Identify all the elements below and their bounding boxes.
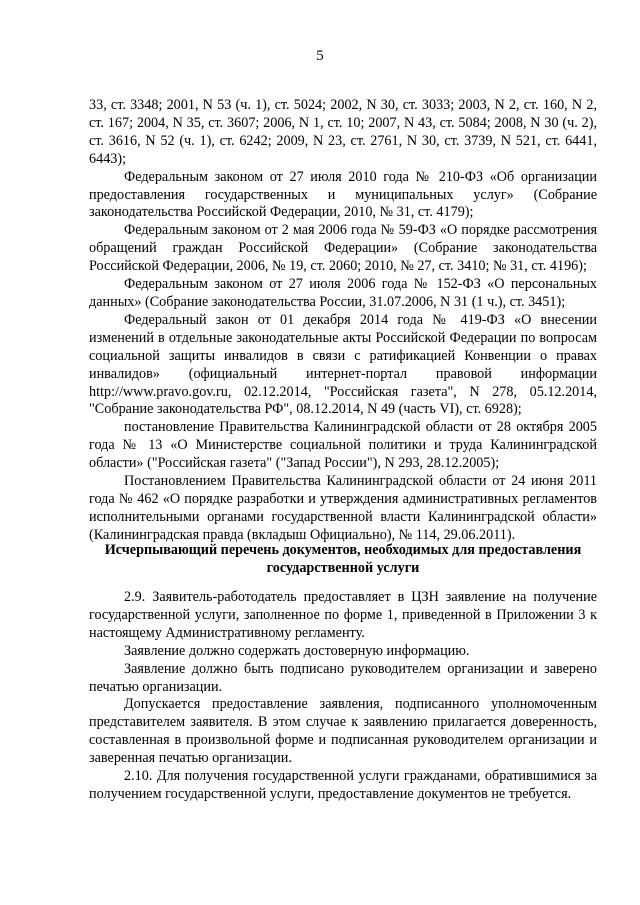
paragraph-reliable-info: Заявление должно содержать достоверную информацию. xyxy=(124,642,470,659)
paragraph-law-210: Федеральным законом от 27 июля 2010 года № 210-ФЗ «Об организации предоставления государственных и муниципальных услуг» (Собрание законодательства Российской Федерации, 2010, № 31, ст. 4179); xyxy=(89,168,597,221)
documents-list xyxy=(89,589,597,804)
section-heading-block xyxy=(89,542,597,578)
legal-basis-list xyxy=(89,97,597,545)
page-number: 5 xyxy=(316,48,324,64)
paragraph-law-419: Федеральный закон от 01 декабря 2014 года № 419-ФЗ «О внесении изменений в отдельные законодательные акты Российской Федерации по вопросам социальной защиты инвалидов в связи с ратификацией Конвенции о правах инвалидов» (официальный интернет-портал правовой информации http://www.pravo.gov.ru, 02.12.2014, "Российская газета", N 278, 05.12.2014, "Собрание законодательства РФ", 08.12.2014, N 49 (часть VI), ст. 6928); xyxy=(89,311,597,418)
paragraph-2-9: 2.9. Заявитель-работодатель предоставляет в ЦЗН заявление на получение государственной услуги, заполненное по форме 1, приведенной в Приложении 3 к настоящему Административному регламенту. xyxy=(89,589,597,641)
paragraph-resolution-462: Постановлением Правительства Калининградской области от 24 июня 2011 года № 462 «О порядке разработки и утверждения административных регламентов исполнительными органами государственной власти Калининградской области» (Калининградская правда (вкладыш Официально), № 114, 29.06.2011). xyxy=(89,473,597,543)
paragraph-2-10: 2.10. Для получения государственной услуги гражданами, обратившимися за получением государственной услуги, предоставление документов не требуется. xyxy=(89,768,597,802)
section-heading: Исчерпывающий перечень документов, необходимых для предоставления государственной услуги xyxy=(104,542,582,576)
paragraph-law-152: Федеральным законом от 27 июля 2006 года № 152-ФЗ «О персональных данных» (Собрание законодательства России, 31.07.2006, N 31 (1 ч.), ст. 3451); xyxy=(89,276,597,310)
paragraph-continuation: 33, ст. 3348; 2001, N 53 (ч. 1), ст. 5024; 2002, N 30, ст. 3033; 2003, N 2, ст. 160, N 2, ст. 167; 2004, N 35, ст. 3607; 2006, N 1, ст. 10; 2007, N 43, ст. 5084; 2008, N 30 (ч. 2), ст. 3616, N 52 (ч. 1), ст. 6242; 2009, N 23, ст. 2761, N 30, ст. 3739, N 521, ст. 6441, 6443); xyxy=(89,97,597,167)
paragraph-law-59: Федеральным законом от 2 мая 2006 года № 59-ФЗ «О порядке рассмотрения обращений граждан Российской Федерации» (Собрание законодательства Российской Федерации, 2006, № 19, ст. 2060; 2010, № 27, ст. 3410; № 31, ст. 4196); xyxy=(89,222,597,275)
paragraph-representative: Допускается предоставление заявления, подписанного уполномоченным представителем заявителя. В этом случае к заявлению прилагается доверенность, составленная в произвольной форме и подписанная руководителем организации и заверенная печатью организации. xyxy=(89,696,597,767)
paragraph-signature: Заявление должно быть подписано руководителем организации и заверено печатью организации. xyxy=(89,660,597,695)
paragraph-resolution-13: постановление Правительства Калининградской области от 28 октября 2005 года № 13 «О Министерстве социальной политики и труда Калининградской области» ("Российская газета" ("Запад России"), N 293, 28.12.2005); xyxy=(89,419,597,472)
